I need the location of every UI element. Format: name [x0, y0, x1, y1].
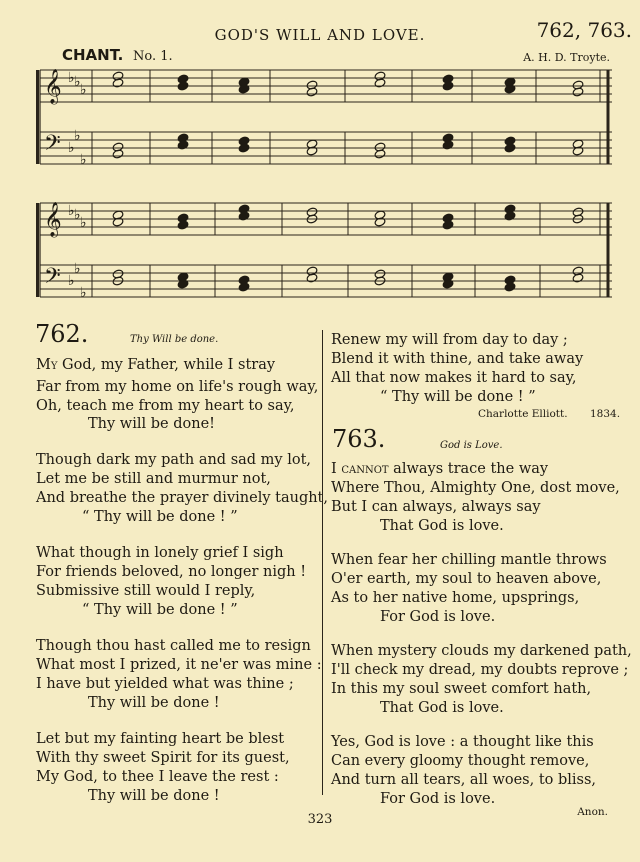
- flat-icon: ♭: [68, 203, 75, 219]
- hymn-762-line: Blend it with thine, and take away: [331, 351, 584, 367]
- note-head: [177, 81, 189, 91]
- hymn-762-author: Charlotte Elliott.: [478, 408, 568, 420]
- hymn-762-line: Far from my home on life's rough way,: [36, 379, 319, 395]
- flat-icon: ♭: [68, 70, 75, 86]
- hymn-763-title: God is Love.: [440, 440, 503, 451]
- bass-clef-icon: 𝄢: [44, 131, 61, 161]
- note-head: [442, 81, 454, 91]
- flat-icon: ♭: [68, 140, 75, 156]
- treble-clef-icon: 𝄞: [44, 69, 62, 104]
- flat-icon: ♭: [74, 207, 81, 223]
- page-header-hymn-numbers: 762, 763.: [536, 18, 632, 42]
- system-brace: [36, 203, 39, 297]
- hymn-762-line: For friends beloved, no longer nigh !: [36, 564, 307, 580]
- note-head: [504, 282, 516, 292]
- hymn-763-line: Can every gloomy thought remove,: [331, 753, 590, 769]
- hymn-762-line: My God, my Father, while I stray: [36, 357, 276, 373]
- hymn-762-line: I have but yielded what was thine ;: [36, 676, 294, 692]
- hymn-763-line: O'er earth, my soul to heaven above,: [331, 571, 602, 587]
- note-head: [238, 282, 250, 292]
- bass-clef-icon: 𝄢: [44, 264, 61, 294]
- drop-word: I cannot: [331, 461, 389, 477]
- hymn-763-line: When mystery clouds my darkened path,: [331, 643, 632, 659]
- flat-icon: ♭: [74, 128, 81, 144]
- flat-icon: ♭: [74, 261, 81, 277]
- hymn-762-refrain: Thy will be done !: [88, 695, 220, 711]
- hymn-762-line: Let but my fainting heart be blest: [36, 731, 285, 747]
- hymn-762-refrain: Thy will be done !: [88, 788, 220, 804]
- chant-composer: A. H. D. Troyte.: [523, 51, 610, 64]
- hymn-762-line: What though in lonely grief I sigh: [36, 545, 284, 561]
- hymn-762-line: Renew my will from day to day ;: [331, 332, 568, 348]
- hymn-762-line: Though dark my path and sad my lot,: [36, 452, 312, 468]
- note-head: [442, 220, 454, 230]
- page-header-title: GOD'S WILL AND LOVE.: [214, 26, 426, 44]
- hymn-763-line: I cannot always trace the way: [331, 461, 549, 477]
- hymn-762-line: Let me be still and murmur not,: [36, 471, 271, 487]
- hymn-762-refrain: Thy will be done!: [88, 416, 215, 432]
- note-head: [374, 149, 386, 159]
- flat-icon: ♭: [80, 285, 87, 301]
- note-head: [112, 149, 124, 159]
- flat-icon: ♭: [80, 82, 87, 98]
- hymn-762-line: All that now makes it hard to say,: [331, 370, 577, 386]
- hymn-763-refrain: That God is love.: [380, 700, 504, 716]
- hymn-763-line: When fear her chilling mantle throws: [331, 552, 607, 568]
- system-brace: [36, 70, 39, 164]
- hymn-762-title: Thy Will be done.: [130, 334, 219, 345]
- page-number: 323: [307, 812, 333, 827]
- hymn-762-refrain: “ Thy will be done ! ”: [380, 389, 536, 405]
- note-head: [177, 220, 189, 230]
- note-head: [572, 87, 584, 97]
- hymn-763-refrain: For God is love.: [380, 791, 496, 807]
- hymn-762-line: What most I prized, it ne'er was mine :: [36, 657, 322, 673]
- chant-number: No. 1.: [133, 49, 173, 64]
- chant-music-score: [0, 0, 640, 310]
- hymn-762-line: Submissive still would I reply,: [36, 583, 256, 599]
- hymn-762-line: And breathe the prayer divinely taught,: [36, 490, 328, 506]
- note-head: [306, 87, 318, 97]
- hymn-763-refrain: That God is love.: [380, 518, 504, 534]
- hymn-762-refrain: “ Thy will be done ! ”: [82, 602, 238, 618]
- hymn-763-number: 763.: [332, 425, 386, 453]
- hymn-763-line: As to her native home, upsprings,: [331, 590, 580, 606]
- hymn-763-line: Yes, God is love : a thought like this: [331, 734, 594, 750]
- treble-clef-icon: 𝄞: [44, 202, 62, 237]
- hymn-762-year: 1834.: [590, 408, 621, 420]
- drop-word: My: [36, 357, 58, 373]
- hymn-762-refrain: “ Thy will be done ! ”: [82, 509, 238, 525]
- hymn-763-line: Where Thou, Almighty One, dost move,: [331, 480, 620, 496]
- flat-icon: ♭: [80, 152, 87, 168]
- hymn-762-number: 762.: [35, 320, 89, 348]
- hymn-763-line: And turn all tears, all woes, to bliss,: [331, 772, 597, 788]
- hymn-763-refrain: For God is love.: [380, 609, 496, 625]
- hymn-763-author: Anon.: [577, 806, 608, 818]
- hymn-762-line: With thy sweet Spirit for its guest,: [36, 750, 290, 766]
- chant-heading: CHANT.: [62, 46, 124, 64]
- flat-icon: ♭: [80, 215, 87, 231]
- note-head: [238, 143, 250, 153]
- hymn-762-line: Though thou hast called me to resign: [36, 638, 311, 654]
- hymn-763-line: But I can always, always say: [331, 499, 541, 515]
- column-divider: [322, 330, 323, 795]
- hymn-763-line: In this my soul sweet comfort hath,: [331, 681, 592, 697]
- note-head: [504, 143, 516, 153]
- flat-icon: ♭: [68, 273, 75, 289]
- flat-icon: ♭: [74, 74, 81, 90]
- hymn-762-line: Oh, teach me from my heart to say,: [36, 398, 295, 414]
- hymn-763-line: I'll check my dread, my doubts reprove ;: [331, 662, 629, 678]
- hymn-762-line: My God, to thee I leave the rest :: [36, 769, 279, 785]
